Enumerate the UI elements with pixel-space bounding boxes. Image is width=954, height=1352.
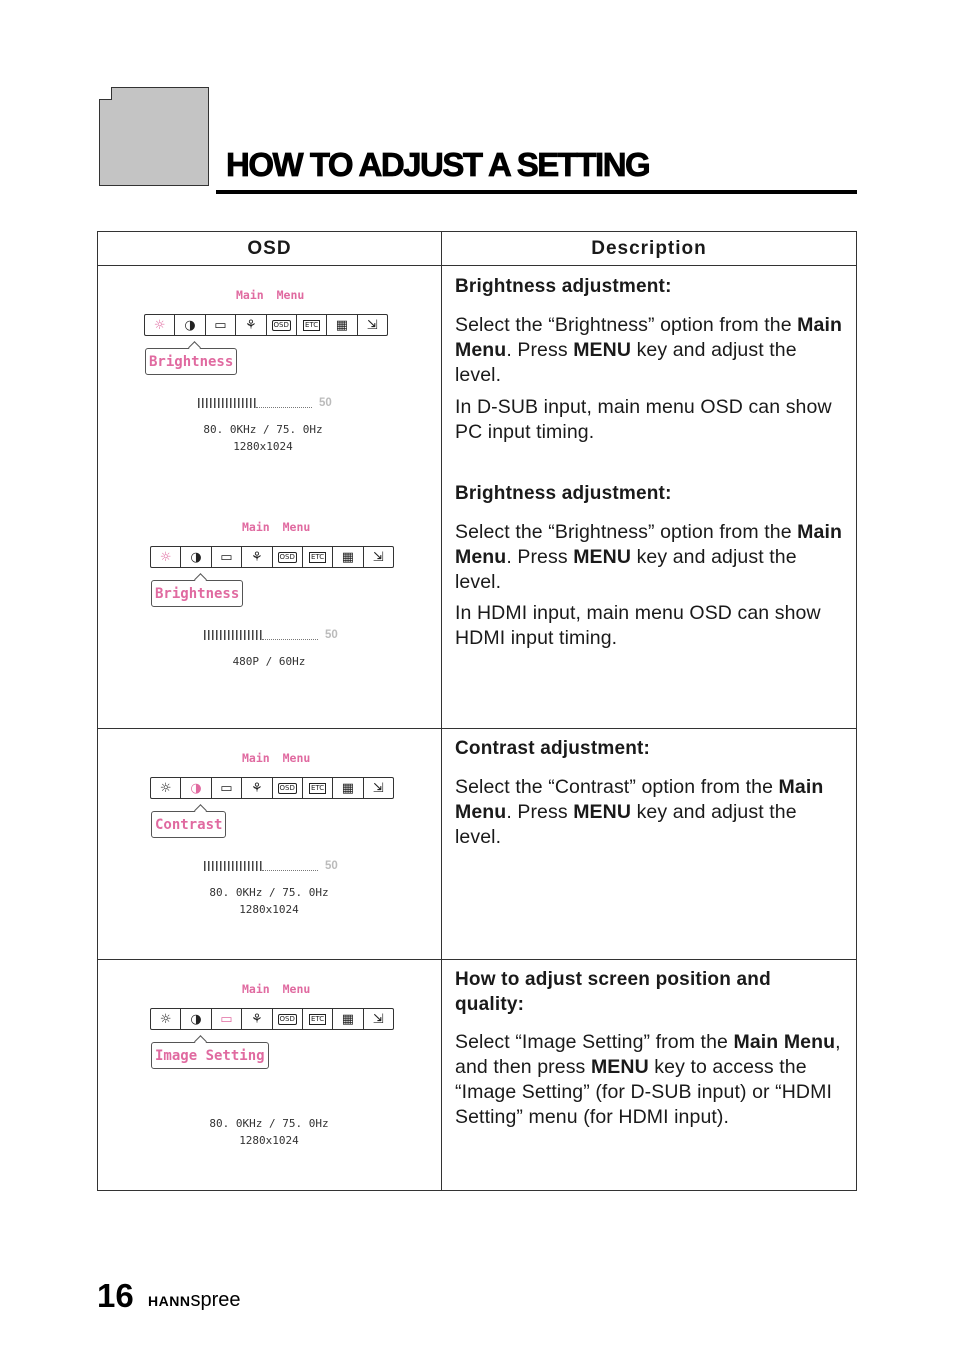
etc-icon[interactable]: ETC [303,778,333,798]
header-description: Description [442,232,857,266]
osd-icon-bar [150,546,394,568]
osd-tooltip: Brightness [145,348,237,375]
osd-cell [98,729,442,960]
osd-tooltip: Contrast [151,811,226,838]
section-heading: Brightness adjustment: [455,276,672,297]
osd-timing [188,421,338,455]
input-icon[interactable]: ▦ [333,778,363,798]
osd-timing [194,653,344,670]
description-paragraph: In HDMI input, main menu OSD can show HDMI input timing. [455,602,821,649]
description-cell [442,729,857,960]
timing-line-2: 1280x1024 [233,440,293,453]
osd-icon-bar [144,314,388,336]
description-paragraph: Select the “Brightness” option from the Main Menu. Press MENU key and adjust the level. [455,521,842,593]
level-fill [204,630,262,640]
contrast-icon[interactable]: ◑ [181,1009,211,1029]
exit-icon[interactable]: ⇲ [372,549,384,565]
input-icon[interactable]: ▦ [333,1009,363,1029]
brightness-icon[interactable]: ☼ [145,315,175,335]
image-setting-icon[interactable]: ▭ [212,778,242,798]
table-row [98,266,857,729]
chapter-tab [99,87,209,186]
settings-table [97,231,857,1191]
level-track [262,868,318,871]
osd-timing [194,1115,344,1149]
osd-menu-title: Main Menu [236,288,305,302]
osd-tooltip: Image Setting [151,1042,269,1069]
osd-setting-icon[interactable]: OSD [267,315,297,335]
brand-logo: HANNspree [148,1289,241,1311]
title-rule [216,190,857,194]
osd-icon-bar [150,777,394,799]
osd-level-bar [204,861,338,871]
etc-icon[interactable]: ETC [303,547,333,567]
contrast-icon[interactable]: ◑ [175,315,205,335]
etc-icon[interactable]: ETC [297,315,327,335]
image-setting-icon[interactable]: ▭ [212,547,242,567]
osd-menu-title: Main Menu [242,520,311,534]
level-fill [204,861,262,871]
exit-icon[interactable]: ⇲ [372,780,384,796]
contrast-icon[interactable]: ◑ [181,547,211,567]
brightness-icon[interactable]: ☼ [151,1009,181,1029]
timing-line-1: 80. 0KHz / 75. 0Hz [203,423,323,436]
timing-line-1: 80. 0KHz / 75. 0Hz [209,886,329,899]
osd-setting-icon[interactable]: OSD [273,1009,303,1029]
section-heading: Brightness adjustment: [455,483,672,504]
timing-line-1: 480P / 60Hz [232,655,306,668]
chapter-tab-notch [99,87,112,100]
osd-menu-title: Main Menu [242,982,311,996]
level-track [256,405,312,408]
exit-icon[interactable]: ⇲ [366,317,378,333]
table-row [98,729,857,960]
osd-setting-icon[interactable]: OSD [273,778,303,798]
osd-level-bar [198,398,332,408]
timing-line-1: 80. 0KHz / 75. 0Hz [209,1117,329,1130]
table-header-row [98,232,857,266]
osd-timing [194,884,344,918]
level-track [262,637,318,640]
header-osd: OSD [98,232,442,266]
description-paragraph: Select the “Brightness” option from the Main Menu. Press MENU key and adjust the level. [455,314,842,386]
image-setting-icon[interactable]: ▭ [212,1009,242,1029]
osd-icon-bar [150,1008,394,1030]
level-fill [198,398,256,408]
level-value: 50 [319,397,332,409]
osd-cell [98,960,442,1191]
osd-setting-icon[interactable]: OSD [273,547,303,567]
color-icon[interactable]: ⚘ [242,1009,272,1029]
page-number: 16 [97,1277,134,1314]
description-paragraph: In D-SUB input, main menu OSD can show PC input timing. [455,396,832,443]
input-icon[interactable]: ▦ [333,547,363,567]
description-cell [442,266,857,729]
osd-level-bar [204,630,338,640]
section-heading: How to adjust screen position and quality: [455,969,771,1015]
color-icon[interactable]: ⚘ [242,778,272,798]
osd-tooltip: Brightness [151,580,243,607]
brightness-icon[interactable]: ☼ [151,778,181,798]
description-cell [442,960,857,1191]
etc-icon[interactable]: ETC [303,1009,333,1029]
description-paragraph: Select “Image Setting” from the Main Menu, and then press MENU key to access the “Image Setting” (for D-SUB input) or “HDMI Setting” menu (for HDMI input). [455,1031,841,1128]
table-row [98,960,857,1191]
input-icon[interactable]: ▦ [327,315,357,335]
contrast-icon[interactable]: ◑ [181,778,211,798]
osd-cell [98,266,442,729]
level-value: 50 [325,860,338,872]
timing-line-2: 1280x1024 [239,1134,299,1147]
exit-icon[interactable]: ⇲ [372,1011,384,1027]
description-paragraph: Select the “Contrast” option from the Main Menu. Press MENU key and adjust the level. [455,776,824,848]
color-icon[interactable]: ⚘ [236,315,266,335]
section-heading: Contrast adjustment: [455,738,651,759]
color-icon[interactable]: ⚘ [242,547,272,567]
osd-menu-title: Main Menu [242,751,311,765]
level-value: 50 [325,629,338,641]
image-setting-icon[interactable]: ▭ [206,315,236,335]
brightness-icon[interactable]: ☼ [151,547,181,567]
page-title: HOW TO ADJUST A SETTING [226,146,650,183]
timing-line-2: 1280x1024 [239,903,299,916]
